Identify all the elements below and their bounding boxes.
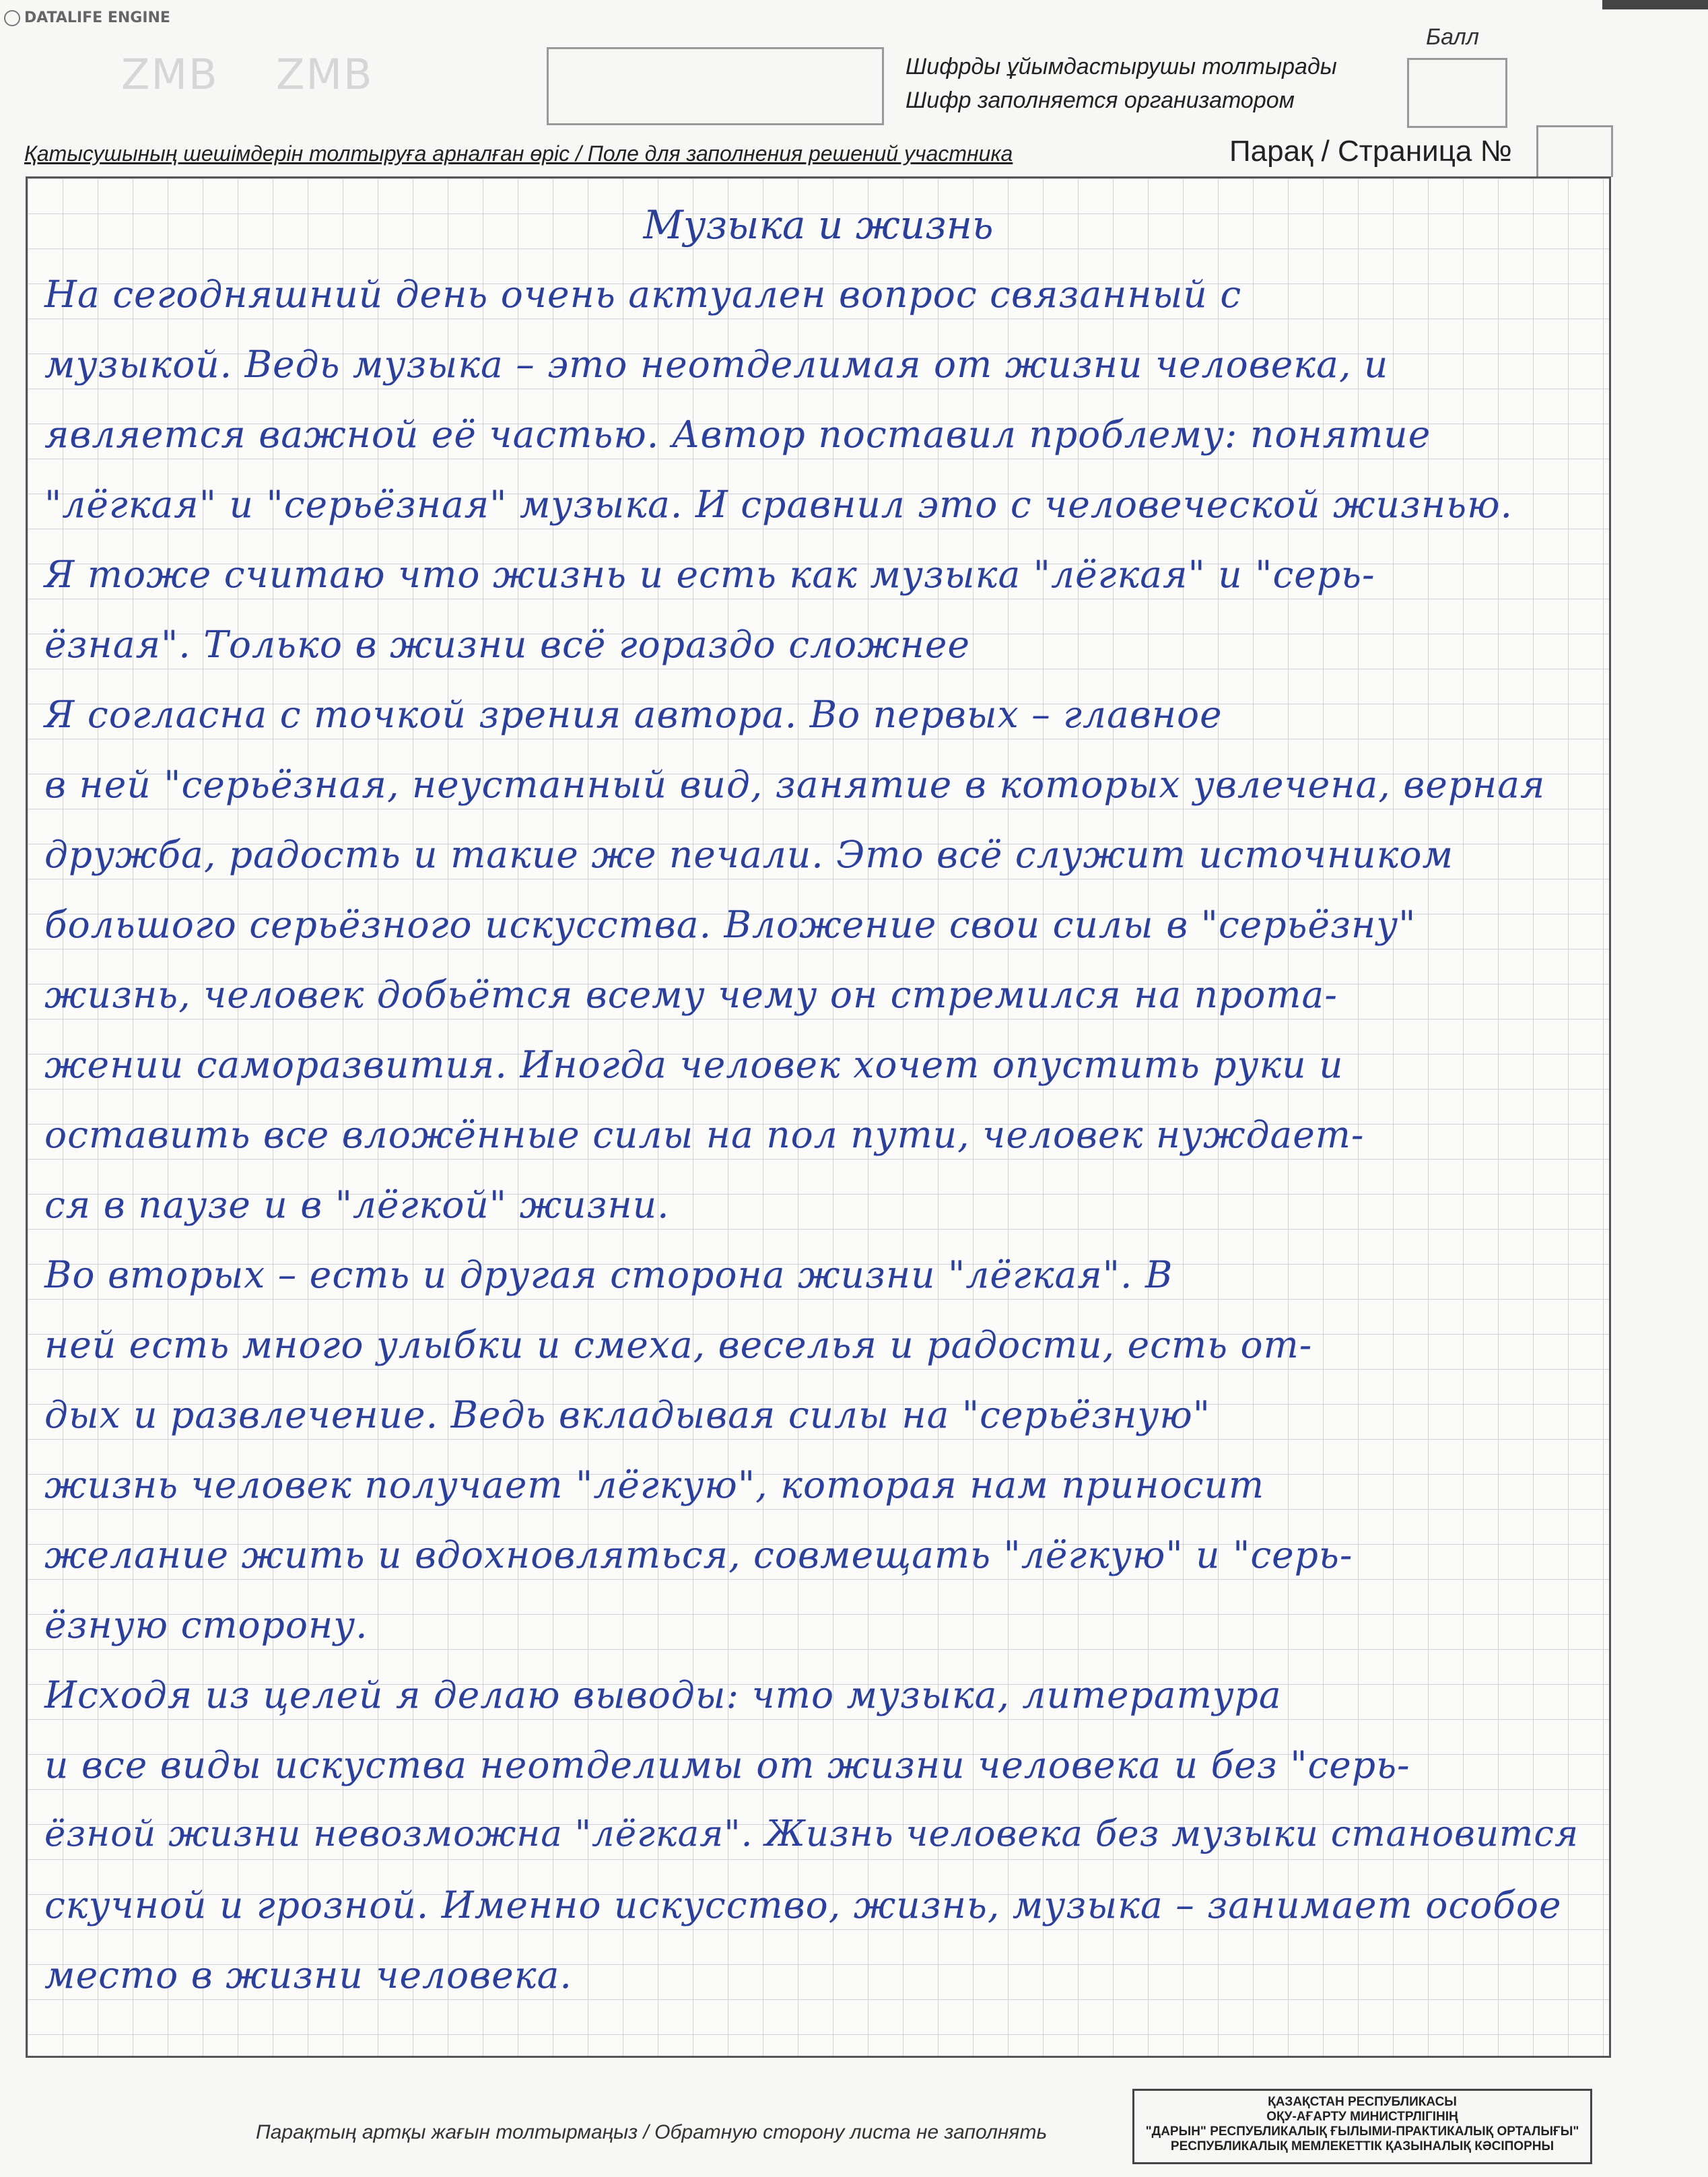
engine-logo — [4, 9, 170, 26]
essay-line: Во вторых – есть и другая сторона жизни "лёгкая". В — [44, 1253, 1173, 1296]
stamp-line: ОҚУ-АҒАРТУ МИНИСТРЛІГІНІҢ — [1266, 2110, 1458, 2124]
engine-name: DATALIFE ENGINE — [24, 9, 170, 26]
cipher-field[interactable] — [547, 47, 884, 125]
essay-line: ёзную сторону. — [44, 1603, 368, 1646]
answer-field-label: Қатысушының шешімдерін толтыруға арналған өріс / Поле для заполнения решений участника — [24, 141, 1013, 166]
engine-logo-icon — [4, 10, 20, 26]
cipher-kz: Шифрды ұйымдастырушы толтырады — [906, 54, 1337, 79]
score-field[interactable] — [1407, 58, 1507, 128]
stamp-line: "ДАРЫН" РЕСПУБЛИКАЛЫҚ ҒЫЛЫМИ-ПРАКТИКАЛЫҚ ОРТАЛЫҒЫ" — [1145, 2124, 1579, 2139]
essay-line: "лёгкая" и "серьёзная" музыка. И сравнил это с человеческой жизнью. — [44, 483, 1513, 526]
stamp-line: ҚАЗАҚСТАН РЕСПУБЛИКАСЫ — [1268, 2095, 1457, 2109]
essay-line: ёзная". Только в жизни всё гораздо сложнее — [44, 623, 970, 666]
essay-line: жении самоpазвития. Иногда человек хочет опустить руки и — [44, 1043, 1344, 1086]
page-number-label: Парақ / Страница № — [1229, 135, 1512, 168]
essay-title: Музыка и жизнь — [643, 202, 994, 248]
organization-stamp — [1132, 2089, 1592, 2164]
essay-line: ся в паузе и в "лёгкой" жизни. — [44, 1183, 670, 1226]
cipher-ru: Шифр заполняется организатором — [906, 88, 1295, 113]
essay-line: На сегодняшний день очень актуален вопрос связанный с — [44, 273, 1242, 316]
stamp-line: РЕСПУБЛИКАЛЫҚ МЕМЛЕКЕТТІК ҚАЗЫНАЛЫҚ КӘСІПОРНЫ — [1170, 2139, 1555, 2153]
essay-line: Я тоже считаю что жизнь и есть как музыка "лёгкая" и "серь- — [44, 553, 1375, 596]
essay-line: дых и развлечение. Ведь вкладывая силы на "серьёзную" — [44, 1393, 1211, 1436]
essay-line: жизнь человек получает "лёгкую", которая нам приносит — [44, 1463, 1265, 1506]
essay-line: ёзной жизни невозможна "лёгкая". Жизнь человека без музыки становится — [44, 1813, 1579, 1854]
essay-line: Я согласна с точкой зрения автора. Во первых – главное — [44, 693, 1223, 736]
score-label: Балл — [1426, 24, 1480, 50]
essay-line: дружба, радость и такие же печали. Это всё служит источником — [44, 833, 1454, 876]
essay-line: и все виды искуства неотделимы от жизни человека и без "серь- — [44, 1743, 1410, 1786]
essay-line: музыкой. Ведь музыка – это неотделимая от жизни человека, и — [44, 343, 1389, 386]
top-edge-bar — [1602, 0, 1708, 9]
essay-line: большого серьёзного искусства. Вложение свои силы в "серьёзну" — [44, 903, 1416, 946]
cipher-instructions — [906, 50, 1337, 117]
essay-line: Исходя из целей я делаю выводы: что музыка, литература — [44, 1673, 1282, 1716]
essay-line: оставить все вложённые силы на пол пути, человек нуждает- — [44, 1113, 1365, 1156]
essay-line: является важной её частью. Автор поставил проблему: понятие — [44, 413, 1431, 456]
essay-line: в ней "серьёзная, неустанный вид, занятие в которых увлечена, верная — [44, 763, 1546, 806]
essay-line: скучной и грозной. Именно искусство, жизнь, музыка – занимает особое — [44, 1883, 1562, 1927]
page-number-field[interactable] — [1536, 125, 1613, 177]
essay-line: ней есть много улыбки и смеха, веселья и радости, есть от- — [44, 1323, 1313, 1366]
essay-line: место в жизни человека. — [44, 1953, 572, 1997]
essay-line: жизнь, человек добьётся всему чему он стремился на прота- — [44, 973, 1338, 1016]
watermark-1: ZMB — [121, 50, 219, 99]
watermark-2: ZMB — [276, 50, 374, 99]
essay-line: желание жить и вдохновляться, совмещать "лёгкую" и "серь- — [44, 1533, 1353, 1576]
footer-note: Парақтың артқы жағын толтырмаңыз / Обратную сторону листа не заполнять — [256, 2121, 1048, 2143]
